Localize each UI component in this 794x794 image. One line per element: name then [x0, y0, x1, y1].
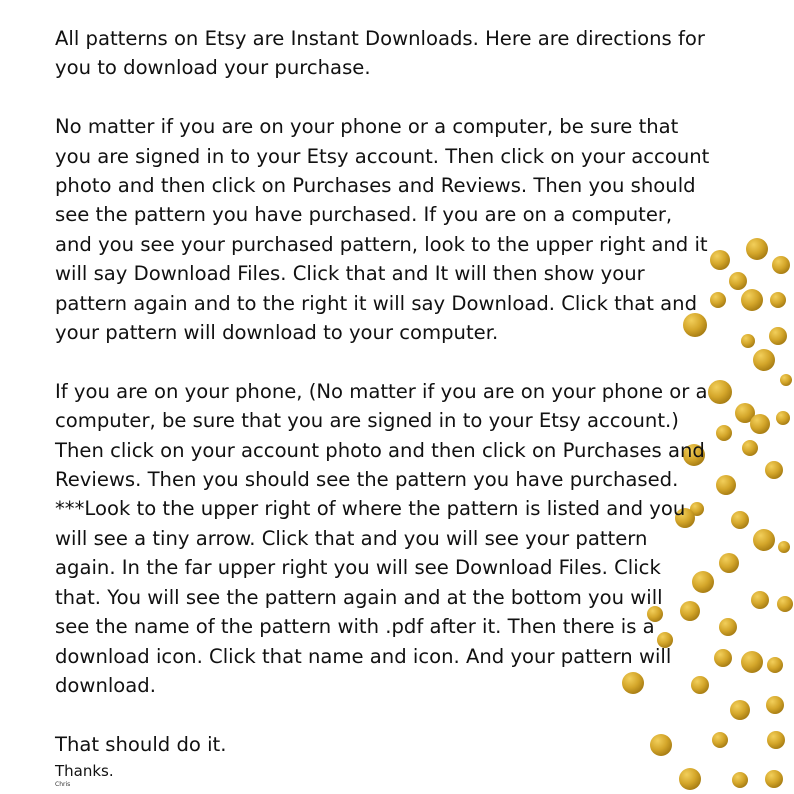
signature-text: Chris [55, 781, 71, 789]
intro-paragraph: All patterns on Etsy are Instant Downloads. Here are directions for you to download your purchase. [55, 27, 705, 80]
gold-dot [765, 770, 783, 788]
thanks-text: Thanks. [55, 762, 114, 781]
instructions-document [55, 24, 745, 789]
paragraph-gap [55, 83, 745, 112]
gold-dot [746, 238, 768, 260]
gold-dot [772, 256, 790, 274]
gold-dot [751, 591, 769, 609]
closing-line: That should do it. [55, 732, 227, 756]
gold-dot [753, 529, 775, 551]
gold-dot [765, 461, 783, 479]
gold-dot [767, 657, 783, 673]
gold-dot [767, 731, 785, 749]
phone-instructions-paragraph: If you are on your phone, (No matter if you are on your phone or a computer, be sure that you are signed in to your Etsy account.) Then click on your account photo and then click on Purchases and Reviews. Then you should see the pattern you have purchased. ***Look to the upper right of where the pattern is listed and you will see a tiny arrow. Click that and you will see your pattern again. In the far upper right you will see Download Files. Click that. You will see the pattern again and at the bottom you will see the name of the pattern with .pdf after it. Then there is a download icon. Click that name and icon. And your pattern will download. [55, 379, 708, 697]
paragraph-gap [55, 700, 745, 729]
gold-dot [766, 696, 784, 714]
gold-dot [780, 374, 792, 386]
gold-dot [776, 411, 790, 425]
gold-dot [777, 596, 793, 612]
gold-dot [769, 327, 787, 345]
paragraph-gap [55, 347, 745, 376]
computer-instructions-paragraph: No matter if you are on your phone or a computer, be sure that you are signed in to your Etsy account. Then click on your account photo and then click on Purchases and Reviews. Then you should see the pattern you have purchased. If you are on a computer, and you see your purchased pattern, look to the upper right and it will say Download Files. Click that and It will then show your pattern again and to the right it will say Download. Click that and your pattern will download to your computer. [55, 115, 710, 345]
gold-dot [750, 414, 770, 434]
gold-dot [770, 292, 786, 308]
gold-dot [778, 541, 790, 553]
gold-dot [753, 349, 775, 371]
